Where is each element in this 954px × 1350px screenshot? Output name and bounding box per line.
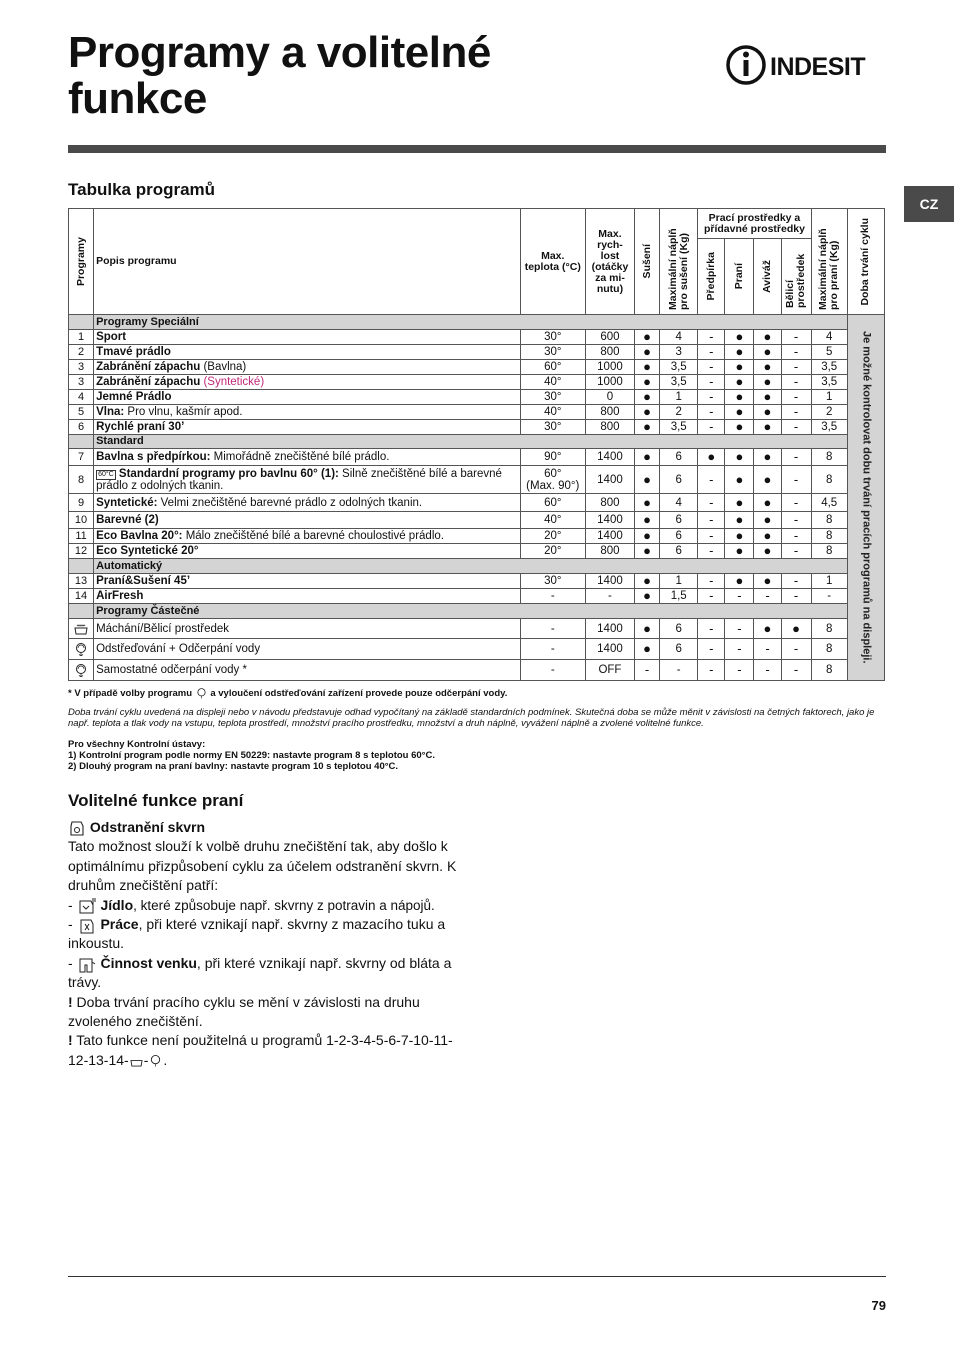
header-row: Programy Popis programu Max. teplota (°C) Max. rych-lost (otáčky za mi-nutu) Sušení Maximální náplň pro sušení (Kg) Prací prostředky a přídavné prostředky Maximální náplň pro praní (Kg) Doba trvání cyklu	[69, 209, 885, 239]
drain-icon	[73, 664, 89, 677]
cotton-60-icon: 60°C	[98, 470, 114, 478]
spin-drain-icon	[73, 643, 89, 656]
top-rule	[68, 145, 886, 153]
side-note: Je možné kontrolovat dobu trvání pracích programů na displeji.	[847, 315, 884, 681]
footnote-duration: Doba trvání cyklu uvedená na displeji nebo v návodu představuje odhad vypočítaný na základě standardních podmínek. Skutečná doba se může měnit v závislosti na četných faktorech, jako je např. teplota a tlak vody na vstupu, teplota prostředí, množství pracího prostředku, množství a druh náplně, vyvážení náplně a zvolené volitelné funkce.	[68, 707, 875, 729]
table-row: Máchání/Bělicí prostředek - 1400 ● 6 - - ● ● 8	[69, 619, 885, 639]
table-row: 9 Syntetické: Velmi znečištěné barevné prádlo z odolných tkanin. 60° 800 ● 4 - ● ● - 4,5	[69, 494, 885, 512]
rinse-icon	[129, 1055, 144, 1067]
spin-icon	[195, 688, 208, 699]
svg-text:INDESIT: INDESIT	[770, 53, 866, 81]
table-row: 8 60°C Standardní programy pro bavlnu 60° (1): Silně znečištěné bílé a barevné prádlo z odolných tkanin. 60° (Max. 90°) 1400 ● 6 - ● ● - 8	[69, 466, 885, 494]
table-row: 3 Zabránění zápachu (Syntetické) 40° 1000 ● 3,5 - ● ● - 3,5	[69, 375, 885, 390]
table-row: 1 Sport 30° 600 ● 4 - ● ● - 4	[69, 330, 885, 345]
table-row: Odstřeďování + Odčerpání vody - 1400 ● 6 - - - - 8	[69, 639, 885, 660]
section-partial: Programy Částečné	[69, 604, 885, 619]
table-row: 12 Eco Syntetické 20° 20° 800 ● 6 - ● ● - 8	[69, 544, 885, 559]
control-notes: Pro všechny Kontrolní ústavy: 1) Kontrolní program podle normy EN 50229: nastavte program 8 s teplotou 60°C. 2) Dlouhý program na praní bavlny: nastavte program 10 s teplotou 40°C.	[68, 739, 435, 772]
table-row: 2 Tmavé prádlo 30° 800 ● 3 - ● ● - 5	[69, 345, 885, 360]
table-row: Samostatné odčerpání vody * - OFF - - - - - - 8	[69, 660, 885, 681]
spin-icon	[148, 1055, 163, 1067]
table-row: 10 Barevné (2) 40° 1400 ● 6 - ● ● - 8	[69, 512, 885, 529]
indesit-logo-icon	[726, 44, 886, 86]
section-automatic: Automatický	[69, 559, 885, 574]
table-row: 7 Bavlna s předpírkou: Mimořádně znečištěné bílé prádlo. 90° 1400 ● 6 ● ● ● - 8	[69, 449, 885, 466]
work-icon	[77, 917, 97, 934]
table-heading: Tabulka programů	[68, 180, 216, 199]
page-number: 79	[871, 1298, 886, 1313]
warning-icon: !	[68, 1032, 73, 1049]
bottom-rule	[68, 1276, 886, 1277]
table-row: 11 Eco Bavlna 20°: Málo znečištěné bílé a barevné choulostivé prádlo. 20° 1400 ● 6 - ● ● - 8	[69, 529, 885, 544]
options-heading: Volitelné funkce praní	[68, 791, 244, 810]
language-tab: CZ	[904, 186, 954, 222]
section-special: Programy Speciální Je možné kontrolovat dobu trvání pracích programů na displeji.	[69, 315, 885, 330]
rinse-icon	[73, 622, 89, 635]
section-standard: Standard	[69, 435, 885, 449]
page-title: Programy a volitelné funkce	[68, 28, 491, 123]
food-icon	[77, 897, 97, 914]
warning-icon: !	[68, 993, 73, 1010]
outdoor-icon	[77, 956, 97, 973]
program-table: Programy Popis programu Max. teplota (°C) Max. rych-lost (otáčky za mi-nutu) Sušení Maximální náplň pro sušení (Kg) Prací prostředky a přídavné prostředky Maximální náplň pro praní (Kg) Doba trvání cyklu Předpírka Praní Aviváž Bělicí prostředek Programy Speciální Je možné kontrolovat dobu trvání pracích programů na displeji. 1 Sport 30° 600 ● 4 - ● ● - 4 2 Tmavé prádlo 30° 800 ● 3 - ● ● - 5 3 Zabránění zápachu (Bavlna) 60° 1000 ● 3,5 - ● ● - 3,5 3 Zabránění zápachu (Syntetické) 40° 1000 ● 3,5 - ● ● - 3,5 4 Jemné Prádlo 30° 0 ● 1 - ● ● - 1 5 Vlna: Pro vlnu, kašmír apod. 40° 800 ● 2 - ● ● - 2 6 Rychlé praní 30’ 30° 800 ● 3,5 - ● ● - 3,5 Standard 7 Bavlna s předpírkou: Mimořádně znečištěné bílé prádlo. 90° 1400 ● 6 ● ● ● - 8 8 60°C Standardní programy pro bavlnu 60° (1): Silně znečištěné bílé a barevné prádlo z odolných tkanin. 60° (Max. 90°) 1400 ● 6 - ● ● - 8 9 Syntetické: Velmi znečištěné barevné prádlo z odolných tkanin. 60° 800 ● 4 - ● ● - 4,5 10 Barevné (2) 40° 1400 ● 6 - ● ● - 8 11 Eco Bavlna 20°: Málo znečištěné bílé a barevné choulostivé prádlo. 20° 1400 ● 6 - ● ● - 8 12 Eco Syntetické 20° 20° 800 ● 6 - ● ● - 8 Automatický 13 Praní&Sušení 45’ 30° 1400 ● 1 - ● ● - 1 14 AirFresh - - ● 1,5 - - - - - Programy Částečné Máchání/Bělicí prostředek - 1400 ● 6 - - ● ● 8 Odstřeďování + Odčerpání vody - 1400 ● 6 - - - - 8 Samostatné odčerpání vody * - OFF - - - - - - 8	[68, 208, 885, 681]
table-row: 14 AirFresh - - ● 1,5 - - - - -	[69, 589, 885, 604]
stain-removal-icon	[68, 820, 86, 837]
table-row: 13 Praní&Sušení 45’ 30° 1400 ● 1 - ● ● - 1	[69, 574, 885, 589]
table-row: 6 Rychlé praní 30’ 30° 800 ● 3,5 - ● ● - 3,5	[69, 420, 885, 435]
table-row: 4 Jemné Prádlo 30° 0 ● 1 - ● ● - 1	[69, 390, 885, 405]
table-row: 5 Vlna: Pro vlnu, kašmír apod. 40° 800 ● 2 - ● ● - 2	[69, 405, 885, 420]
table-row: 3 Zabránění zápachu (Bavlna) 60° 1000 ● 3,5 - ● ● - 3,5	[69, 360, 885, 375]
options-section: Odstranění skvrn Tato možnost slouží k volbě druhu znečištění tak, aby došlo k optimálnímu přizpůsobení cyklu za účelem odstranění skvrn. K druhům znečištění patří: - Jídlo, které způsobuje např. skvrny z potravin a nápojů. - Práce, při které vznikají např. skvrny z mazacího tuku a inkoustu. - Činnost venku, při které vznikají např. skvrny od bláta a trávy. ! Doba trvání pracího cyklu se mění v závislosti na druhu zvoleného znečištění. ! Tato funkce není použitelná u programů 1-2-3-4-5-6-7-10-11-12-13-14- - .	[68, 819, 457, 1068]
footnote-star: * V případě volby programu a vyloučení odstřeďování zařízení provede pouze odčerpání vody.	[68, 688, 508, 700]
